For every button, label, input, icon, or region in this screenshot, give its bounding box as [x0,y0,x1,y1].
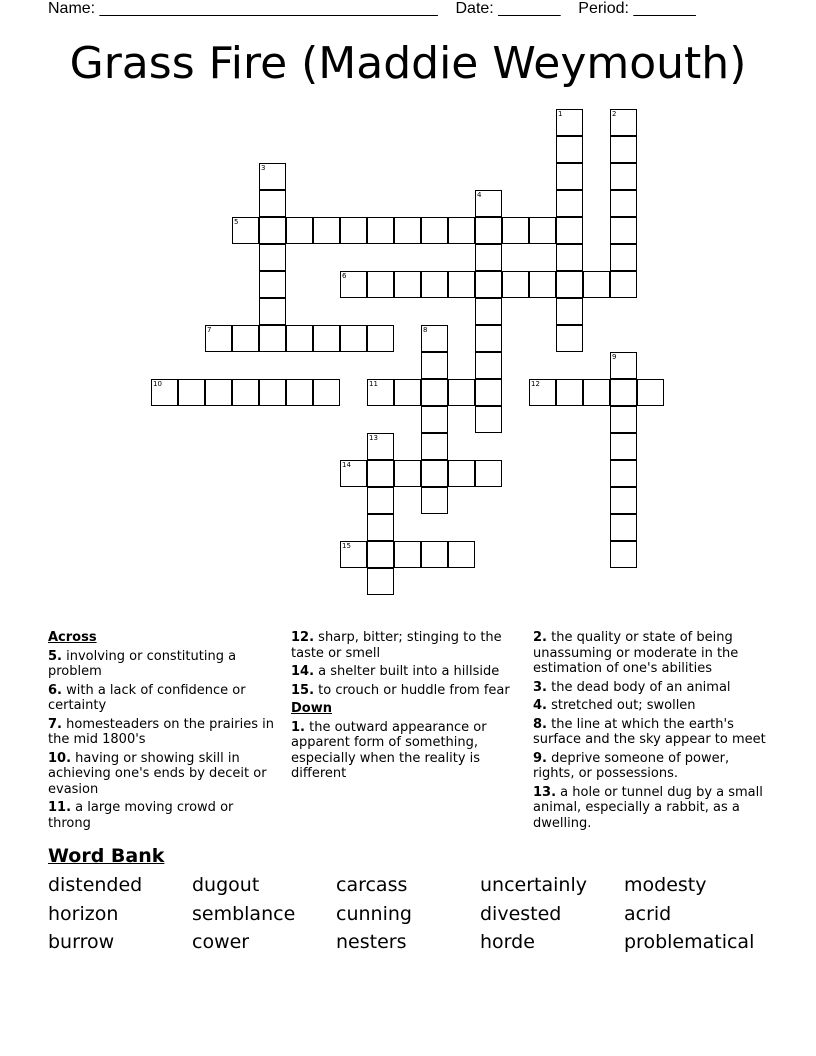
clue-number-9: 9 [612,353,617,361]
clue-number-10: 10 [153,380,162,388]
grid-cell[interactable] [421,352,448,379]
grid-cell[interactable] [421,379,448,406]
puzzle-title: Grass Fire (Maddie Weymouth) [69,38,747,89]
grid-cell[interactable] [475,325,502,352]
grid-cell[interactable] [610,136,637,163]
grid-cell[interactable] [259,298,286,325]
clue-number-12: 12 [531,380,540,388]
grid-cell[interactable] [394,217,421,244]
grid-cell[interactable] [286,217,313,244]
grid-cell[interactable] [259,190,286,217]
clue-number-5: 5 [234,218,239,226]
word-bank-item: acrid [624,903,672,925]
grid-cell[interactable] [610,541,637,568]
word-bank-item: burrow [48,931,115,953]
grid-cell[interactable] [286,325,313,352]
grid-cell[interactable] [610,460,637,487]
grid-cell[interactable] [475,379,502,406]
word-bank-item: divested [480,903,562,925]
grid-cell[interactable] [556,136,583,163]
grid-cell[interactable] [232,325,259,352]
grid-cell[interactable] [313,325,340,352]
down-clue-1: 1. the outward appearance or apparent form of something, especially when the reality is different [291,719,487,781]
across-clue-5: 5. involving or constituting a problem [48,648,237,679]
grid-cell[interactable] [610,244,637,271]
clue-number-13: 13 [369,434,378,442]
grid-cell[interactable] [394,271,421,298]
down-clue-8: 8. the line at which the earth's surface and the sky appear to meet [533,716,766,747]
word-bank-item: dugout [192,874,260,896]
down-clue-13: 13. a hole or tunnel dug by a small animal, especially a rabbit, as a dwelling. [533,784,763,831]
across-clue-6: 6. with a lack of confidence or certainty [48,682,246,713]
grid-cell[interactable] [448,271,475,298]
word-bank-item: horizon [48,903,119,925]
date-blank[interactable]: _______ [498,0,561,17]
grid-cell[interactable] [475,298,502,325]
grid-cell[interactable] [475,217,502,244]
grid-cell[interactable] [259,217,286,244]
grid-cell[interactable] [475,271,502,298]
grid-cell[interactable] [178,379,205,406]
clue-number-11: 11 [369,380,378,388]
grid-cell[interactable] [259,244,286,271]
period-blank[interactable]: _______ [633,0,696,17]
date-label: Date: [455,0,494,17]
grid-cell[interactable] [448,217,475,244]
grid-cell[interactable] [475,406,502,433]
grid-cell[interactable] [610,163,637,190]
down-clue-9: 9. deprive someone of power, rights, or possessions. [533,750,730,781]
word-bank-item: cower [192,931,250,953]
grid-cell[interactable] [421,541,448,568]
grid-cell[interactable] [637,379,664,406]
grid-cell[interactable] [286,379,313,406]
down-clue-4: 4. stretched out; swollen [533,698,696,713]
grid-cell[interactable] [367,271,394,298]
grid-cell[interactable] [367,514,394,541]
clue-number-8: 8 [423,326,428,334]
across-clue-14: 14. a shelter built into a hillside [291,664,500,679]
grid-cell[interactable] [448,460,475,487]
grid-cell[interactable] [394,460,421,487]
clue-column-1 [48,630,280,834]
clue-number-3: 3 [261,164,266,172]
grid-cell[interactable] [367,325,394,352]
name-blank[interactable]: ______________________________________ [99,0,438,17]
grid-cell[interactable] [583,379,610,406]
grid-cell[interactable] [475,352,502,379]
word-bank-item: distended [48,874,143,896]
clue-number-14: 14 [342,461,351,469]
grid-cell[interactable] [340,217,367,244]
grid-cell[interactable] [313,379,340,406]
grid-cell[interactable] [610,433,637,460]
clue-number-4: 4 [477,191,482,199]
word-bank-item: cunning [336,903,412,925]
grid-cell[interactable] [421,460,448,487]
grid-cell[interactable] [610,379,637,406]
across-clue-10: 10. having or showing skill in achieving one's ends by deceit or evasion [48,750,267,797]
grid-cell[interactable] [421,217,448,244]
grid-cell[interactable] [502,217,529,244]
period-label: Period: [578,0,629,17]
down-heading: Down [291,701,332,716]
grid-cell[interactable] [610,190,637,217]
down-clue-2: 2. the quality or state of being unassuming or moderate in the estimation of one's abilities [533,630,739,676]
grid-cell[interactable] [259,271,286,298]
grid-cell[interactable] [367,460,394,487]
word-bank-item: uncertainly [480,874,587,896]
down-clue-3: 3. the dead body of an animal [533,679,731,695]
grid-cell[interactable] [556,298,583,325]
grid-cell[interactable] [421,406,448,433]
across-heading: Across [48,630,97,645]
word-bank-item: nesters [336,931,407,953]
grid-cell[interactable] [610,217,637,244]
across-clue-12: 12. sharp, bitter; stinging to the taste or smell [291,630,502,661]
grid-cell[interactable] [313,217,340,244]
grid-cell[interactable] [556,325,583,352]
grid-cell[interactable] [556,244,583,271]
grid-cell[interactable] [448,379,475,406]
grid-cell[interactable] [556,217,583,244]
grid-cell[interactable] [367,487,394,514]
grid-cell[interactable] [421,487,448,514]
clue-number-7: 7 [207,326,212,334]
grid-cell[interactable] [529,217,556,244]
grid-cell[interactable] [421,271,448,298]
grid-cell[interactable] [475,460,502,487]
grid-cell[interactable] [556,163,583,190]
word-bank-item: problematical [624,931,755,953]
grid-cell[interactable] [529,271,556,298]
grid-cell[interactable] [421,433,448,460]
grid-cell[interactable] [448,541,475,568]
grid-cell[interactable] [610,271,637,298]
name-label: Name: [48,0,96,17]
grid-cell[interactable] [394,379,421,406]
clue-column-3 [533,630,773,834]
grid-cell[interactable] [394,541,421,568]
grid-cell[interactable] [556,379,583,406]
clue-number-15: 15 [342,542,351,550]
grid-cell[interactable] [367,541,394,568]
grid-cell[interactable] [583,271,610,298]
grid-cell[interactable] [367,217,394,244]
word-bank-item: modesty [624,874,707,896]
clue-number-6: 6 [342,272,347,280]
clue-number-2: 2 [612,110,617,118]
grid-cell[interactable] [259,379,286,406]
grid-cell[interactable] [205,379,232,406]
word-bank-item: carcass [336,874,408,896]
word-bank-item: horde [480,931,535,953]
grid-cell[interactable] [232,379,259,406]
grid-cell[interactable] [556,190,583,217]
grid-cell[interactable] [556,271,583,298]
grid-cell[interactable] [340,325,367,352]
grid-cell[interactable] [610,514,637,541]
grid-cell[interactable] [259,325,286,352]
grid-cell[interactable] [502,271,529,298]
grid-cell[interactable] [610,406,637,433]
grid-cell[interactable] [475,244,502,271]
across-clue-15: 15. to crouch or huddle from fear [291,682,510,698]
across-clue-7: 7. homesteaders on the prairies in the mid 1800's [48,716,274,747]
word-bank-title: Word Bank [48,845,165,867]
clue-column-2 [291,630,523,785]
across-clue-11: 11. a large moving crowd or throng [48,800,234,831]
word-bank-item: semblance [192,903,296,925]
grid-cell[interactable] [610,487,637,514]
grid-cell[interactable] [367,568,394,595]
clue-number-1: 1 [558,110,563,118]
